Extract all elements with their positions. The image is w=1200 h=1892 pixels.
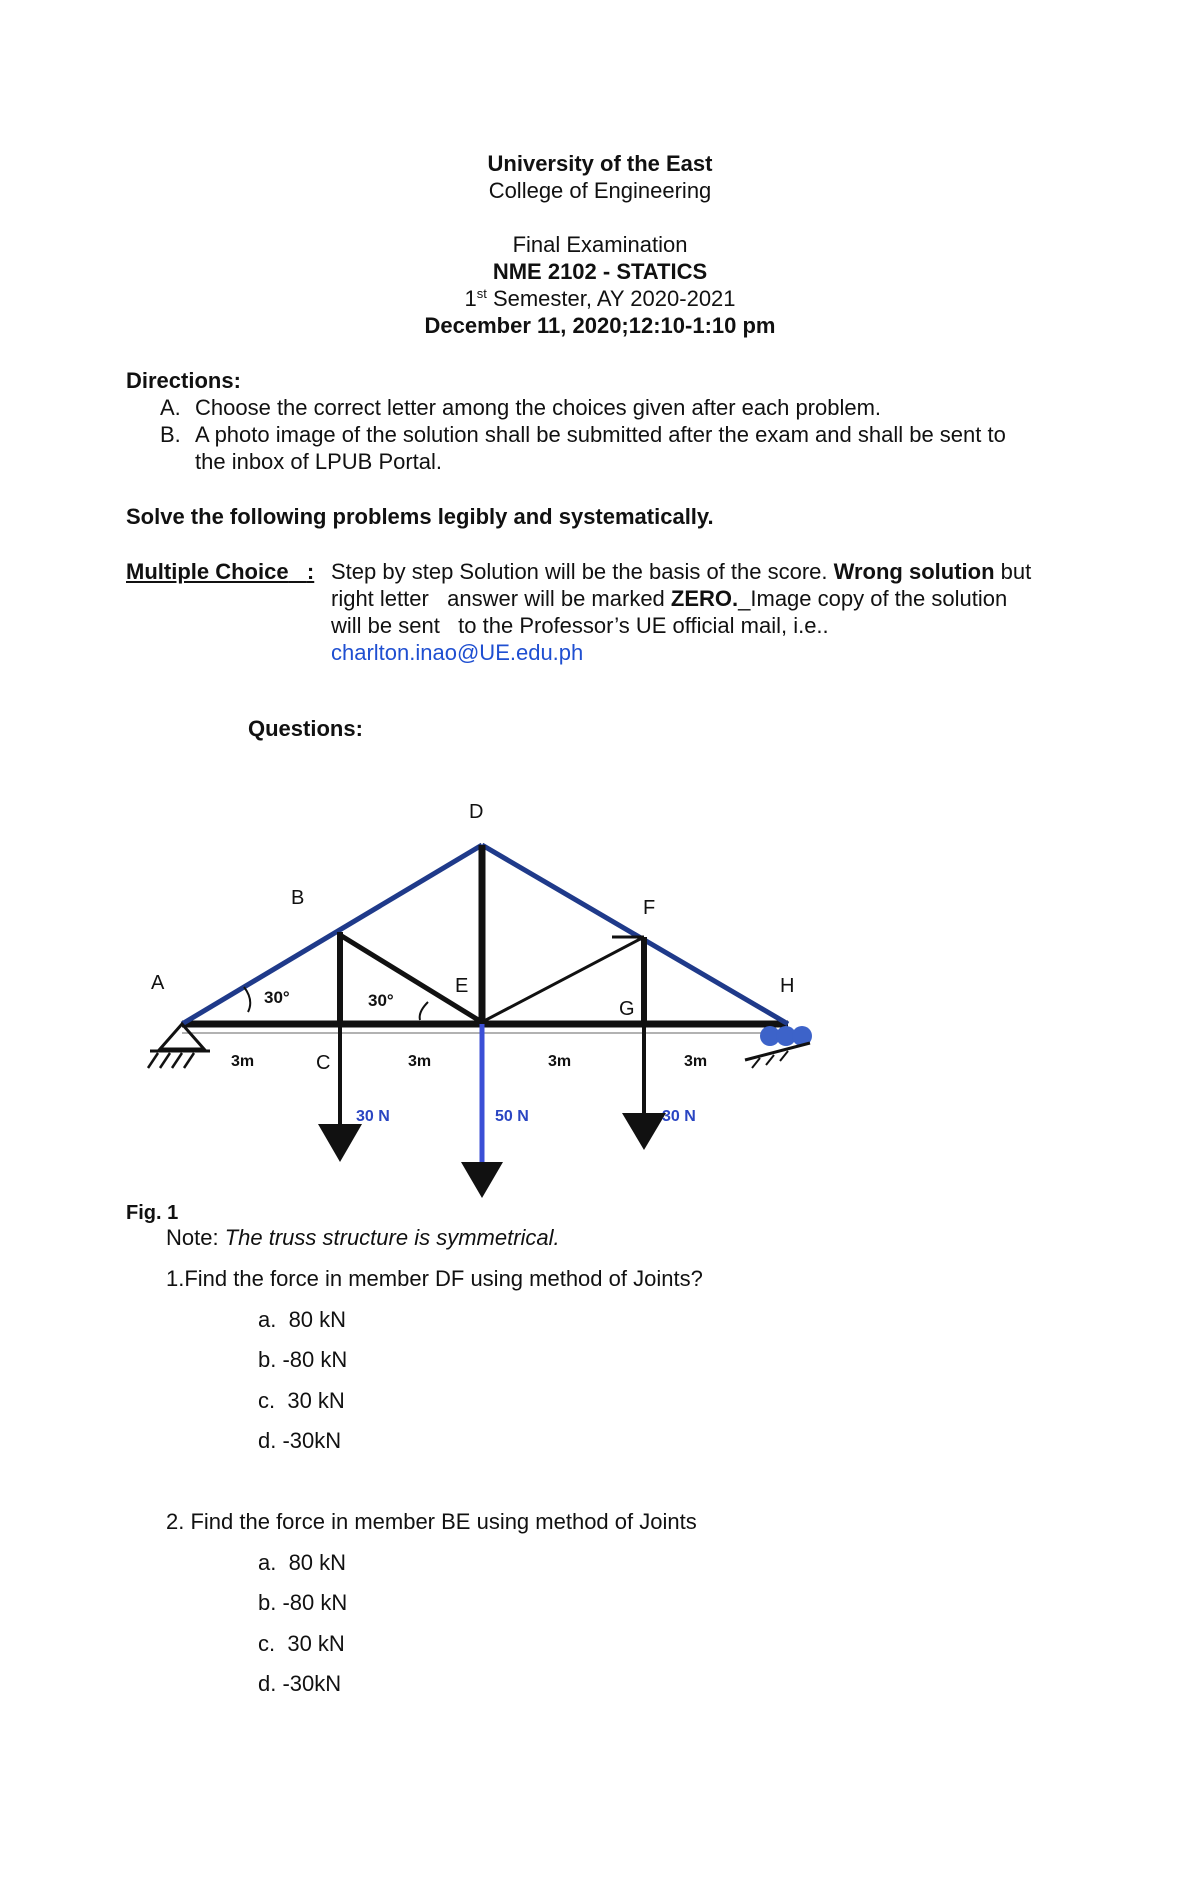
node-label-C: C xyxy=(316,1052,331,1074)
angle-arc-A xyxy=(244,987,250,1012)
question-1-prompt: 1.Find the force in member DF using method of Joints? xyxy=(166,1266,703,1291)
span-label-4: 3m xyxy=(684,1053,708,1070)
question-1-choice-a: a. 80 kN xyxy=(258,1307,347,1332)
semester-number: 1 xyxy=(464,286,477,311)
note-label: Note: xyxy=(166,1225,225,1250)
question-2-prompt: 2. Find the force in member BE using method of Joints xyxy=(166,1509,697,1534)
support-H-ground xyxy=(745,1043,810,1060)
mc-line-1a: Step by step Solution will be the basis of the score. xyxy=(331,559,834,584)
college-name: College of Engineering xyxy=(488,178,712,203)
directions-title: Directions: xyxy=(126,368,241,393)
professor-email-link[interactable]: charlton.inao@UE.edu.ph xyxy=(331,640,584,665)
mc-wrong-solution: Wrong solution xyxy=(833,559,995,584)
semester-suffix: st xyxy=(476,286,487,301)
note-text: The truss structure is symmetrical. xyxy=(224,1225,560,1250)
direction-a-text: Choose the correct letter among the choices given after each problem. xyxy=(195,395,882,420)
load-G-arrowhead xyxy=(622,1113,666,1150)
exam-title: Final Examination xyxy=(512,232,688,257)
university-name: University of the East xyxy=(487,151,713,176)
span-label-3: 3m xyxy=(548,1053,572,1070)
direction-b-marker: B. xyxy=(160,422,181,447)
question-2-choice-d: d. -30kN xyxy=(258,1671,342,1696)
figure-caption: Fig. 1 xyxy=(126,1202,179,1224)
mc-zero: ZERO. xyxy=(670,586,739,611)
mc-line-1c: but xyxy=(994,559,1032,584)
angle-label-E: 30° xyxy=(368,991,394,1010)
load-C-arrowhead xyxy=(318,1124,362,1162)
question-2-choice-a: a. 80 kN xyxy=(258,1550,347,1575)
question-2-choice-b: b. -80 kN xyxy=(258,1590,348,1615)
support-A-hatch xyxy=(148,1053,194,1068)
note-line xyxy=(166,1224,560,1251)
mc-line-2a: right letter answer will be marked xyxy=(331,586,671,611)
angle-arc-E xyxy=(420,1002,428,1020)
mc-line-3: will be sent to the Professor’s UE official mail, i.e.. xyxy=(331,613,829,638)
span-label-1: 3m xyxy=(231,1053,255,1070)
question-1-choice-c: c. 30 kN xyxy=(258,1388,345,1413)
node-label-H: H xyxy=(780,975,795,997)
load-label-G: 30 N xyxy=(662,1108,696,1125)
load-E-arrowhead xyxy=(461,1162,503,1198)
direction-b-text-cont: the inbox of LPUB Portal. xyxy=(195,449,443,474)
node-label-B: B xyxy=(291,887,305,909)
question-1-choice-d: d. -30kN xyxy=(258,1428,342,1453)
semester-text: Semester, AY 2020-2021 xyxy=(486,286,736,311)
load-label-C: 30 N xyxy=(356,1108,390,1125)
mc-separator: : xyxy=(306,559,315,584)
question-2-choice-c: c. 30 kN xyxy=(258,1631,345,1656)
direction-a-marker: A. xyxy=(160,395,181,420)
questions-title: Questions: xyxy=(248,716,363,741)
instruction: Solve the following problems legibly and systematically. xyxy=(126,504,714,529)
node-label-A: A xyxy=(151,972,165,994)
mc-label-text: Multiple Choice xyxy=(126,559,289,584)
course-title: NME 2102 - STATICS xyxy=(492,259,708,284)
exam-date: December 11, 2020;12:10-1:10 pm xyxy=(424,313,776,338)
direction-b-text: A photo image of the solution shall be submitted after the exam and shall be sent to xyxy=(195,422,1006,447)
span-label-2: 3m xyxy=(408,1053,432,1070)
angle-label-A: 30° xyxy=(264,988,290,1007)
pin-support-A xyxy=(160,1024,204,1049)
node-label-E: E xyxy=(455,975,469,997)
load-label-E: 50 N xyxy=(495,1108,529,1125)
mc-line-2c: _Image copy of the solution xyxy=(738,586,1008,611)
node-label-G: G xyxy=(619,998,635,1020)
node-label-D: D xyxy=(469,801,484,823)
question-1-choice-b: b. -80 kN xyxy=(258,1347,348,1372)
node-label-F: F xyxy=(643,897,656,919)
